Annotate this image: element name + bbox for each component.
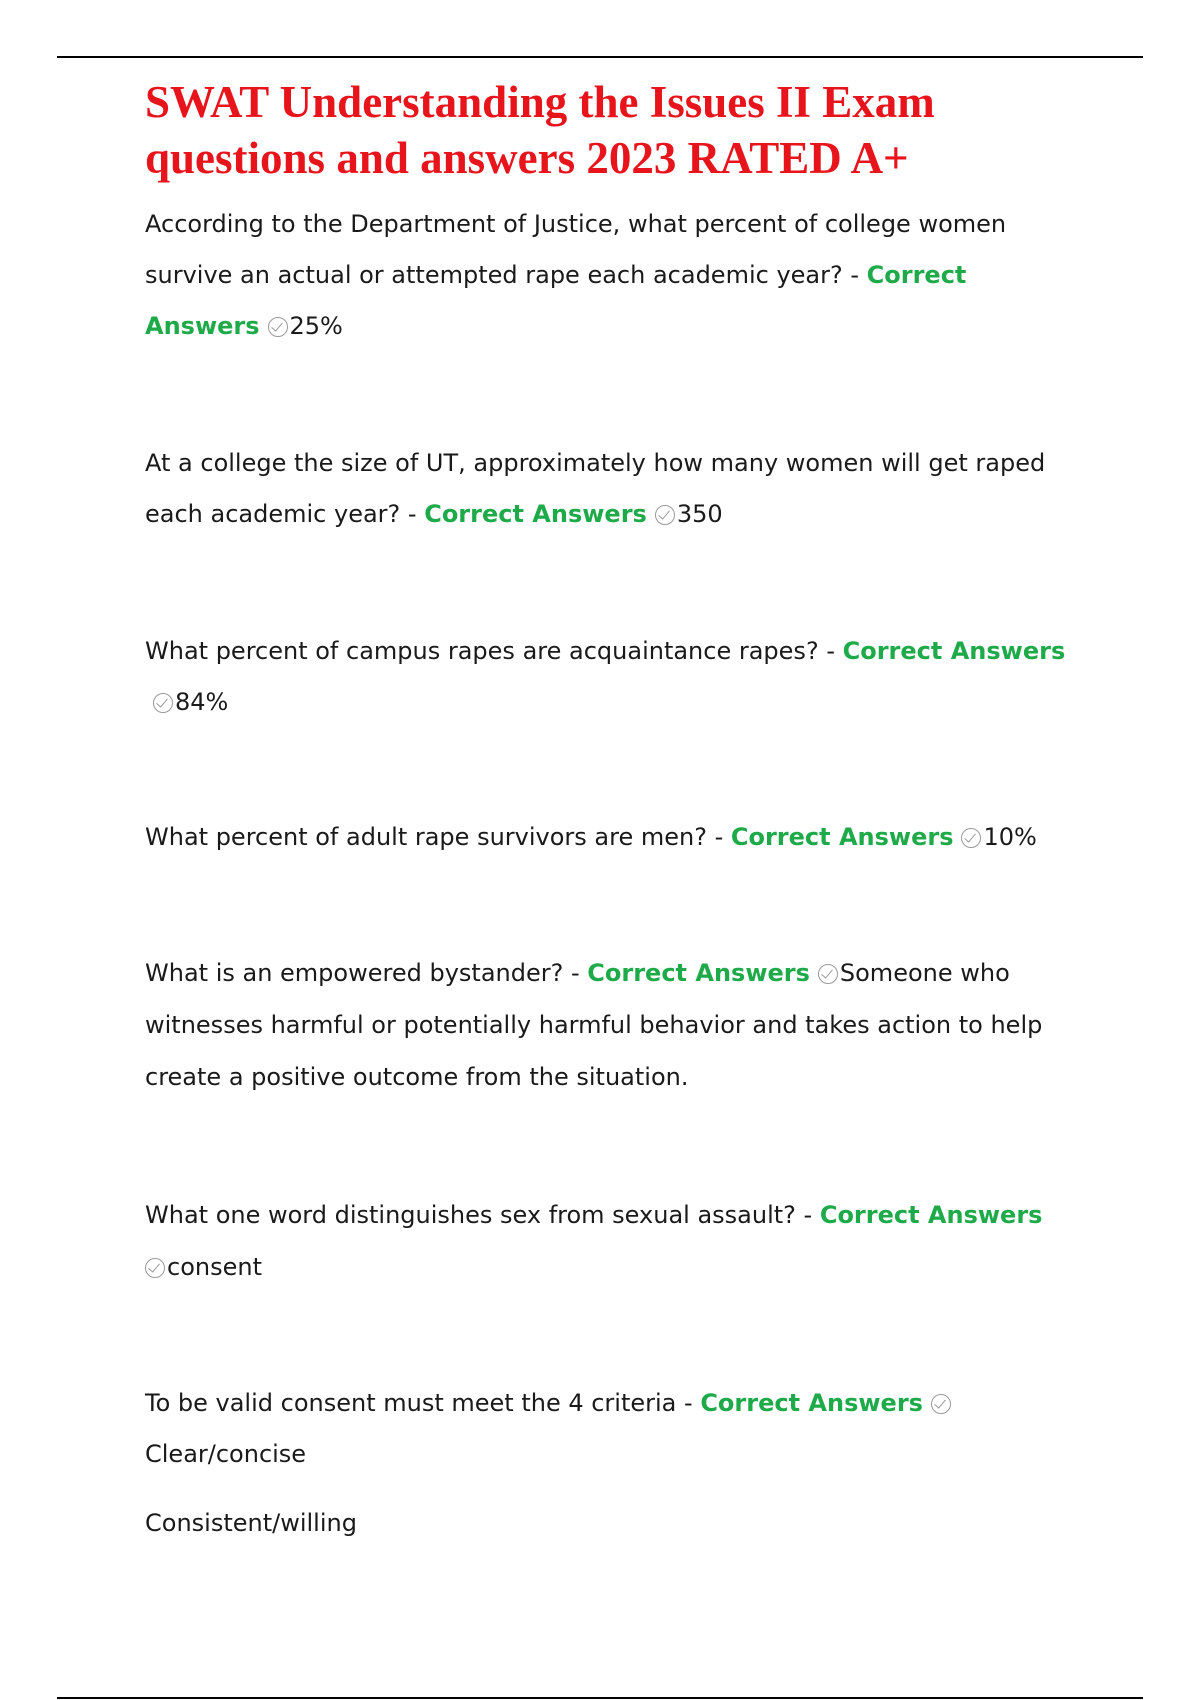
correct-answers-label: Correct Answers	[819, 1201, 1043, 1229]
correct-answers-label: Correct Answers	[587, 959, 810, 987]
qa-item-4	[145, 812, 1085, 863]
qa-item-2	[145, 438, 1085, 540]
check-circle-icon	[153, 693, 173, 713]
separator: -	[842, 261, 867, 289]
answer-text: Clear/concise	[145, 1440, 307, 1468]
correct-answers-label: Correct Answers	[700, 1389, 923, 1417]
answer-text: 84%	[175, 688, 229, 716]
answer-extra-text: Consistent/willing	[145, 1509, 357, 1537]
question-text: What percent of campus rapes are acquaintance rapes?	[145, 637, 819, 665]
qa-item-3	[145, 626, 1085, 728]
separator: -	[795, 1201, 820, 1229]
document-body	[145, 74, 1085, 1549]
qa-item-6	[145, 1189, 1085, 1293]
answer-text: Someone who witnesses harmful or potentially harmful behavior and takes action to help create a positive outcome from the situation.	[145, 959, 1043, 1091]
question-text: What is an empowered bystander?	[145, 959, 564, 987]
correct-answers-label: Correct Answers	[424, 500, 647, 528]
answer-text: 350	[676, 500, 723, 528]
qa-item-7	[145, 1378, 1085, 1480]
separator: -	[676, 1389, 701, 1417]
check-circle-icon	[961, 828, 981, 848]
question-text: What percent of adult rape survivors are men?	[145, 823, 707, 851]
top-rule	[57, 56, 1143, 58]
correct-answers-label: Correct Answers	[842, 637, 1066, 665]
question-text: According to the Department of Justice, what percent of college women survive an actual or attempted rape each academic year?	[145, 210, 1007, 289]
separator: -	[400, 500, 425, 528]
qa-item-1	[145, 199, 1085, 352]
check-circle-icon	[655, 505, 675, 525]
bottom-rule	[57, 1697, 1143, 1699]
answer-text: 10%	[983, 823, 1037, 851]
question-text: At a college the size of UT, approximately how many women will get raped each academic year?	[145, 449, 1046, 528]
answer-text: consent	[167, 1253, 262, 1281]
check-circle-icon	[145, 1258, 165, 1278]
check-circle-icon	[931, 1394, 951, 1414]
qa-item-5	[145, 947, 1085, 1103]
separator: -	[706, 823, 731, 851]
separator: -	[563, 959, 588, 987]
qa-item-7-continuation	[145, 1498, 1085, 1549]
check-circle-icon	[818, 964, 838, 984]
correct-answers-label: Correct Answers	[730, 823, 954, 851]
question-text: To be valid consent must meet the 4 criteria	[145, 1389, 677, 1417]
document-title: SWAT Understanding the Issues II Exam questions and answers 2023 RATED A+	[145, 77, 935, 183]
check-circle-icon	[268, 317, 288, 337]
answer-text: 25%	[289, 312, 343, 340]
question-text: What one word distinguishes sex from sexual assault?	[145, 1201, 796, 1229]
separator: -	[818, 637, 843, 665]
correct-answers-label: Correct Answers	[145, 261, 967, 340]
